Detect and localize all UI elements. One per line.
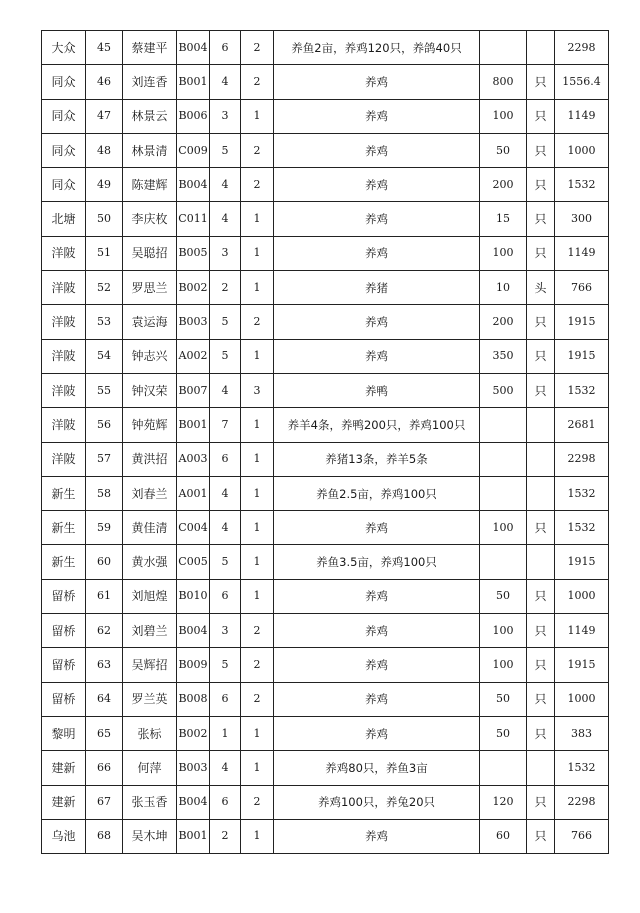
table-row: [42, 31, 609, 65]
serial-number-cell: 48: [86, 133, 123, 167]
serial-number-cell: 46: [86, 65, 123, 99]
level-cell: 2: [241, 614, 274, 648]
serial-number-cell: 65: [86, 716, 123, 750]
project-description-cell: 养鸡100只，养兔20只: [274, 785, 480, 819]
quantity-cell: 50: [480, 133, 527, 167]
household-size-cell: 4: [210, 373, 241, 407]
village-cell: 洋陂: [42, 442, 86, 476]
table-row: [42, 202, 609, 236]
level-cell: 1: [241, 99, 274, 133]
quantity-cell: 50: [480, 716, 527, 750]
level-cell: 1: [241, 339, 274, 373]
serial-number-cell: 62: [86, 614, 123, 648]
household-size-cell: 3: [210, 99, 241, 133]
table-row: [42, 614, 609, 648]
village-cell: 新生: [42, 511, 86, 545]
serial-number-cell: 63: [86, 648, 123, 682]
amount-cell: 766: [555, 271, 609, 305]
serial-number-cell: 47: [86, 99, 123, 133]
name-cell: 刘碧兰: [123, 614, 177, 648]
amount-cell: 766: [555, 819, 609, 853]
amount-cell: 1915: [555, 305, 609, 339]
level-cell: 1: [241, 545, 274, 579]
quantity-cell: [480, 476, 527, 510]
unit-cell: 只: [527, 202, 555, 236]
data-table: [41, 30, 609, 854]
quantity-cell: 50: [480, 682, 527, 716]
table-row: [42, 133, 609, 167]
project-description-cell: 养鸡: [274, 579, 480, 613]
table-body: [42, 31, 609, 854]
amount-cell: 2298: [555, 785, 609, 819]
code-cell: B001: [177, 819, 210, 853]
serial-number-cell: 61: [86, 579, 123, 613]
unit-cell: [527, 476, 555, 510]
code-cell: B003: [177, 751, 210, 785]
table-row: [42, 476, 609, 510]
code-cell: B009: [177, 648, 210, 682]
project-description-cell: 养鸡: [274, 682, 480, 716]
village-cell: 留桥: [42, 648, 86, 682]
name-cell: 袁运海: [123, 305, 177, 339]
name-cell: 钟苑辉: [123, 408, 177, 442]
village-cell: 留桥: [42, 614, 86, 648]
quantity-cell: [480, 408, 527, 442]
household-size-cell: 5: [210, 133, 241, 167]
unit-cell: [527, 31, 555, 65]
unit-cell: [527, 408, 555, 442]
household-size-cell: 1: [210, 716, 241, 750]
name-cell: 张标: [123, 716, 177, 750]
unit-cell: 只: [527, 133, 555, 167]
unit-cell: 只: [527, 511, 555, 545]
household-size-cell: 5: [210, 305, 241, 339]
name-cell: 李庆枚: [123, 202, 177, 236]
village-cell: 同众: [42, 65, 86, 99]
serial-number-cell: 50: [86, 202, 123, 236]
village-cell: 黎明: [42, 716, 86, 750]
project-description-cell: 养鸡: [274, 168, 480, 202]
code-cell: C005: [177, 545, 210, 579]
serial-number-cell: 66: [86, 751, 123, 785]
level-cell: 2: [241, 65, 274, 99]
table-row: [42, 339, 609, 373]
quantity-cell: [480, 442, 527, 476]
village-cell: 北塘: [42, 202, 86, 236]
code-cell: B003: [177, 305, 210, 339]
serial-number-cell: 56: [86, 408, 123, 442]
unit-cell: [527, 751, 555, 785]
level-cell: 1: [241, 271, 274, 305]
village-cell: 洋陂: [42, 408, 86, 442]
code-cell: B004: [177, 168, 210, 202]
table-row: [42, 785, 609, 819]
serial-number-cell: 53: [86, 305, 123, 339]
code-cell: B008: [177, 682, 210, 716]
unit-cell: 只: [527, 648, 555, 682]
table-row: [42, 236, 609, 270]
serial-number-cell: 68: [86, 819, 123, 853]
serial-number-cell: 57: [86, 442, 123, 476]
project-description-cell: 养猪: [274, 271, 480, 305]
table-row: [42, 373, 609, 407]
table-row: [42, 545, 609, 579]
table-row: [42, 751, 609, 785]
household-size-cell: 4: [210, 476, 241, 510]
amount-cell: 1000: [555, 682, 609, 716]
project-description-cell: 养羊4条，养鸭200只，养鸡100只: [274, 408, 480, 442]
code-cell: A002: [177, 339, 210, 373]
level-cell: 1: [241, 236, 274, 270]
project-description-cell: 养猪13条，养羊5条: [274, 442, 480, 476]
quantity-cell: [480, 31, 527, 65]
unit-cell: 只: [527, 236, 555, 270]
table-row: [42, 99, 609, 133]
level-cell: 1: [241, 716, 274, 750]
village-cell: 洋陂: [42, 236, 86, 270]
village-cell: 乌池: [42, 819, 86, 853]
serial-number-cell: 45: [86, 31, 123, 65]
table-row: [42, 65, 609, 99]
serial-number-cell: 54: [86, 339, 123, 373]
unit-cell: [527, 545, 555, 579]
household-size-cell: 4: [210, 65, 241, 99]
unit-cell: 只: [527, 168, 555, 202]
amount-cell: 1149: [555, 99, 609, 133]
name-cell: 黄水强: [123, 545, 177, 579]
amount-cell: 1000: [555, 579, 609, 613]
name-cell: 钟志兴: [123, 339, 177, 373]
serial-number-cell: 49: [86, 168, 123, 202]
amount-cell: 1532: [555, 751, 609, 785]
unit-cell: 只: [527, 373, 555, 407]
amount-cell: 1556.4: [555, 65, 609, 99]
name-cell: 张玉香: [123, 785, 177, 819]
village-cell: 建新: [42, 751, 86, 785]
amount-cell: 2298: [555, 31, 609, 65]
household-size-cell: 4: [210, 511, 241, 545]
level-cell: 2: [241, 168, 274, 202]
quantity-cell: 100: [480, 648, 527, 682]
level-cell: 2: [241, 682, 274, 716]
household-size-cell: 2: [210, 819, 241, 853]
village-cell: 大众: [42, 31, 86, 65]
name-cell: 刘连香: [123, 65, 177, 99]
quantity-cell: 100: [480, 511, 527, 545]
table-row: [42, 305, 609, 339]
level-cell: 1: [241, 751, 274, 785]
unit-cell: 只: [527, 716, 555, 750]
level-cell: 1: [241, 442, 274, 476]
code-cell: B007: [177, 373, 210, 407]
table-row: [42, 819, 609, 853]
quantity-cell: 10: [480, 271, 527, 305]
table-row: [42, 648, 609, 682]
code-cell: B004: [177, 785, 210, 819]
household-size-cell: 6: [210, 682, 241, 716]
project-description-cell: 养鸡: [274, 236, 480, 270]
village-cell: 同众: [42, 168, 86, 202]
unit-cell: 只: [527, 65, 555, 99]
village-cell: 洋陂: [42, 373, 86, 407]
amount-cell: 1915: [555, 339, 609, 373]
code-cell: B006: [177, 99, 210, 133]
amount-cell: 2681: [555, 408, 609, 442]
code-cell: B002: [177, 716, 210, 750]
project-description-cell: 养鸡: [274, 202, 480, 236]
household-size-cell: 6: [210, 579, 241, 613]
name-cell: 吴木坤: [123, 819, 177, 853]
project-description-cell: 养鸡: [274, 65, 480, 99]
table-row: [42, 579, 609, 613]
name-cell: 吴聪招: [123, 236, 177, 270]
household-size-cell: 5: [210, 545, 241, 579]
code-cell: B004: [177, 31, 210, 65]
unit-cell: 只: [527, 305, 555, 339]
level-cell: 2: [241, 648, 274, 682]
project-description-cell: 养鸡: [274, 614, 480, 648]
project-description-cell: 养鸡: [274, 648, 480, 682]
name-cell: 陈建辉: [123, 168, 177, 202]
serial-number-cell: 60: [86, 545, 123, 579]
name-cell: 黄佳清: [123, 511, 177, 545]
level-cell: 2: [241, 31, 274, 65]
level-cell: 1: [241, 511, 274, 545]
household-size-cell: 2: [210, 271, 241, 305]
table-row: [42, 168, 609, 202]
quantity-cell: 60: [480, 819, 527, 853]
name-cell: 罗兰英: [123, 682, 177, 716]
household-size-cell: 6: [210, 442, 241, 476]
unit-cell: 只: [527, 99, 555, 133]
code-cell: C009: [177, 133, 210, 167]
code-cell: B005: [177, 236, 210, 270]
quantity-cell: 800: [480, 65, 527, 99]
quantity-cell: 100: [480, 236, 527, 270]
name-cell: 钟汉荣: [123, 373, 177, 407]
household-size-cell: 4: [210, 202, 241, 236]
amount-cell: 1149: [555, 614, 609, 648]
amount-cell: 1532: [555, 168, 609, 202]
village-cell: 洋陂: [42, 305, 86, 339]
serial-number-cell: 58: [86, 476, 123, 510]
unit-cell: 只: [527, 614, 555, 648]
name-cell: 罗思兰: [123, 271, 177, 305]
amount-cell: 1149: [555, 236, 609, 270]
amount-cell: 300: [555, 202, 609, 236]
unit-cell: 只: [527, 819, 555, 853]
household-size-cell: 5: [210, 339, 241, 373]
village-cell: 洋陂: [42, 271, 86, 305]
household-size-cell: 7: [210, 408, 241, 442]
household-size-cell: 3: [210, 614, 241, 648]
code-cell: B004: [177, 614, 210, 648]
household-size-cell: 3: [210, 236, 241, 270]
quantity-cell: [480, 751, 527, 785]
name-cell: 黄洪招: [123, 442, 177, 476]
unit-cell: 头: [527, 271, 555, 305]
serial-number-cell: 52: [86, 271, 123, 305]
project-description-cell: 养鸡80只，养鱼3亩: [274, 751, 480, 785]
name-cell: 林景云: [123, 99, 177, 133]
unit-cell: [527, 442, 555, 476]
quantity-cell: 120: [480, 785, 527, 819]
unit-cell: 只: [527, 785, 555, 819]
unit-cell: 只: [527, 339, 555, 373]
project-description-cell: 养鸡: [274, 716, 480, 750]
amount-cell: 2298: [555, 442, 609, 476]
table-row: [42, 442, 609, 476]
quantity-cell: 100: [480, 614, 527, 648]
level-cell: 2: [241, 785, 274, 819]
serial-number-cell: 64: [86, 682, 123, 716]
level-cell: 1: [241, 819, 274, 853]
level-cell: 2: [241, 133, 274, 167]
table-row: [42, 408, 609, 442]
project-description-cell: 养鸡: [274, 305, 480, 339]
name-cell: 蔡建平: [123, 31, 177, 65]
level-cell: 1: [241, 579, 274, 613]
project-description-cell: 养鸭: [274, 373, 480, 407]
project-description-cell: 养鸡: [274, 99, 480, 133]
project-description-cell: 养鱼3.5亩，养鸡100只: [274, 545, 480, 579]
household-size-cell: 5: [210, 648, 241, 682]
village-cell: 同众: [42, 99, 86, 133]
amount-cell: 1532: [555, 511, 609, 545]
amount-cell: 1000: [555, 133, 609, 167]
code-cell: B001: [177, 408, 210, 442]
level-cell: 1: [241, 202, 274, 236]
quantity-cell: [480, 545, 527, 579]
village-cell: 留桥: [42, 682, 86, 716]
amount-cell: 1532: [555, 373, 609, 407]
table-row: [42, 716, 609, 750]
unit-cell: 只: [527, 579, 555, 613]
code-cell: C004: [177, 511, 210, 545]
village-cell: 留桥: [42, 579, 86, 613]
amount-cell: 1532: [555, 476, 609, 510]
code-cell: B010: [177, 579, 210, 613]
level-cell: 1: [241, 476, 274, 510]
name-cell: 刘旭煌: [123, 579, 177, 613]
village-cell: 建新: [42, 785, 86, 819]
code-cell: A003: [177, 442, 210, 476]
village-cell: 新生: [42, 545, 86, 579]
serial-number-cell: 51: [86, 236, 123, 270]
household-size-cell: 4: [210, 751, 241, 785]
project-description-cell: 养鸡: [274, 339, 480, 373]
amount-cell: 1915: [555, 648, 609, 682]
project-description-cell: 养鸡: [274, 511, 480, 545]
level-cell: 1: [241, 408, 274, 442]
village-cell: 洋陂: [42, 339, 86, 373]
code-cell: C011: [177, 202, 210, 236]
quantity-cell: 350: [480, 339, 527, 373]
quantity-cell: 15: [480, 202, 527, 236]
quantity-cell: 100: [480, 99, 527, 133]
serial-number-cell: 67: [86, 785, 123, 819]
amount-cell: 383: [555, 716, 609, 750]
serial-number-cell: 55: [86, 373, 123, 407]
name-cell: 吴辉招: [123, 648, 177, 682]
serial-number-cell: 59: [86, 511, 123, 545]
project-description-cell: 养鸡: [274, 133, 480, 167]
quantity-cell: 500: [480, 373, 527, 407]
table-row: [42, 682, 609, 716]
household-size-cell: 6: [210, 785, 241, 819]
code-cell: B002: [177, 271, 210, 305]
village-cell: 新生: [42, 476, 86, 510]
quantity-cell: 200: [480, 168, 527, 202]
code-cell: B001: [177, 65, 210, 99]
name-cell: 何萍: [123, 751, 177, 785]
village-cell: 同众: [42, 133, 86, 167]
project-description-cell: 养鱼2亩，养鸡120只，养鸽40只: [274, 31, 480, 65]
level-cell: 2: [241, 305, 274, 339]
name-cell: 刘春兰: [123, 476, 177, 510]
quantity-cell: 200: [480, 305, 527, 339]
project-description-cell: 养鸡: [274, 819, 480, 853]
code-cell: A001: [177, 476, 210, 510]
project-description-cell: 养鱼2.5亩，养鸡100只: [274, 476, 480, 510]
unit-cell: 只: [527, 682, 555, 716]
quantity-cell: 50: [480, 579, 527, 613]
amount-cell: 1915: [555, 545, 609, 579]
level-cell: 3: [241, 373, 274, 407]
table-row: [42, 271, 609, 305]
table-row: [42, 511, 609, 545]
household-size-cell: 4: [210, 168, 241, 202]
household-size-cell: 6: [210, 31, 241, 65]
name-cell: 林景清: [123, 133, 177, 167]
